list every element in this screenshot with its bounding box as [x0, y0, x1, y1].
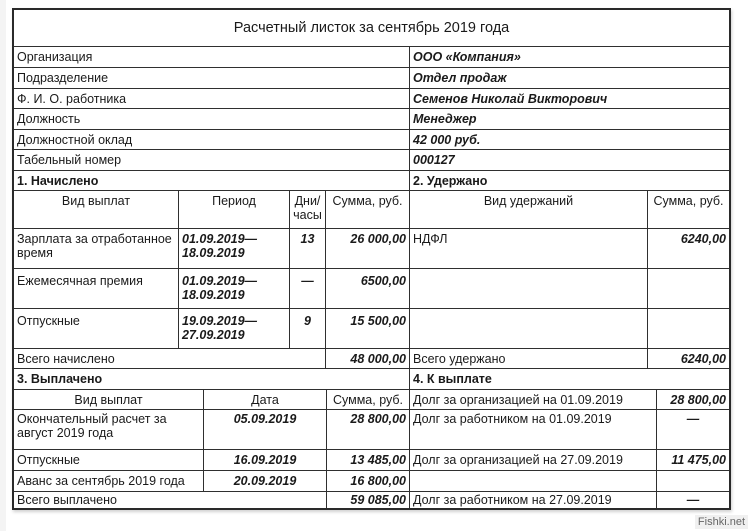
- accrued-row-type: Отпускные: [14, 309, 179, 349]
- paid-col-date: Дата: [204, 390, 327, 410]
- accrued-row-sum: 26 000,00: [326, 229, 410, 269]
- info-label-tabnum: Табельный номер: [14, 150, 410, 171]
- accrued-row-days: —: [290, 269, 326, 309]
- withheld-row-sum: 6240,00: [648, 229, 729, 269]
- withheld-empty-row: [648, 309, 729, 349]
- paid-row-date: 16.09.2019: [204, 450, 327, 471]
- watermark: Fishki.net: [695, 515, 748, 529]
- section-withheld-heading: 2. Удержано: [410, 171, 729, 191]
- accrued-row-period: 01.09.2019— 18.09.2019: [179, 269, 290, 309]
- paid-total-label: Всего выплачено: [14, 492, 327, 508]
- topay-empty-row: [410, 471, 657, 492]
- info-label-position: Должность: [14, 109, 410, 130]
- accrued-row-days: 9: [290, 309, 326, 349]
- withheld-col-sum: Сумма, руб.: [648, 191, 729, 229]
- accrued-row-type: Ежемесячная премия: [14, 269, 179, 309]
- withheld-empty-row: [410, 269, 648, 309]
- page-edge: [0, 0, 6, 531]
- topay-row-label: Долг за организацией на 27.09.2019: [410, 450, 657, 471]
- topay-row-label: Долг за организацией на 01.09.2019: [410, 390, 657, 410]
- info-value-org: ООО «Компания»: [410, 47, 729, 68]
- info-value-name: Семенов Николай Викторович: [410, 89, 729, 109]
- payslip-sheet: [12, 8, 731, 510]
- topay-row-label: Долг за работником на 27.09.2019: [410, 492, 657, 508]
- section-paid-heading: 3. Выплачено: [14, 369, 410, 390]
- accrued-total-value: 48 000,00: [326, 349, 410, 369]
- paid-col-type: Вид выплат: [14, 390, 204, 410]
- paid-row-type: Аванс за сентябрь 2019 года: [14, 471, 204, 492]
- accrued-row-sum: 6500,00: [326, 269, 410, 309]
- accrued-col-sum: Сумма, руб.: [326, 191, 410, 229]
- info-label-org: Организация: [14, 47, 410, 68]
- topay-row-label: Долг за работником на 01.09.2019: [410, 410, 657, 450]
- withheld-empty-row: [648, 269, 729, 309]
- accrued-col-days: Дни/ часы: [290, 191, 326, 229]
- withheld-row-type: НДФЛ: [410, 229, 648, 269]
- withheld-empty-row: [410, 309, 648, 349]
- info-value-dept: Отдел продаж: [410, 68, 729, 89]
- info-value-tabnum: 000127: [410, 150, 729, 171]
- info-label-name: Ф. И. О. работника: [14, 89, 410, 109]
- accrued-row-sum: 15 500,00: [326, 309, 410, 349]
- paid-row-sum: 13 485,00: [327, 450, 410, 471]
- section-accrued-heading: 1. Начислено: [14, 171, 410, 191]
- accrued-row-type: Зарплата за отработанное время: [14, 229, 179, 269]
- topay-row-value: —: [686, 493, 700, 507]
- topay-row-value: 11 475,00: [657, 450, 729, 471]
- paid-row-sum: 16 800,00: [327, 471, 410, 492]
- accrued-row-period: 19.09.2019— 27.09.2019: [179, 309, 290, 349]
- info-label-dept: Подразделение: [14, 68, 410, 89]
- paid-row-type: Отпускные: [14, 450, 204, 471]
- paid-row-date: 05.09.2019: [204, 410, 327, 450]
- withheld-total-value: 6240,00: [648, 349, 729, 369]
- topay-row-value: —: [657, 410, 729, 450]
- accrued-col-type: Вид выплат: [14, 191, 179, 229]
- accrued-col-period: Период: [179, 191, 290, 229]
- paid-row-sum: 28 800,00: [327, 410, 410, 450]
- accrued-row-days: 13: [290, 229, 326, 269]
- withheld-total-label: Всего удержано: [410, 349, 648, 369]
- accrued-row-period: 01.09.2019— 18.09.2019: [179, 229, 290, 269]
- paid-row-type: Окончательный расчет за август 2019 года: [14, 410, 204, 450]
- payslip-title: Расчетный листок за сентябрь 2019 года: [14, 10, 729, 47]
- paid-row-date: 20.09.2019: [204, 471, 327, 492]
- info-value-position: Менеджер: [410, 109, 729, 130]
- info-value-salary: 42 000 руб.: [410, 130, 729, 150]
- section-topay-heading: 4. К выплате: [410, 369, 729, 390]
- topay-empty-row: [657, 471, 729, 492]
- paid-total-value: 59 085,00: [327, 492, 410, 508]
- withheld-col-type: Вид удержаний: [410, 191, 648, 229]
- accrued-total-label: Всего начислено: [14, 349, 326, 369]
- info-label-salary: Должностной оклад: [14, 130, 410, 150]
- topay-row-value: 28 800,00: [657, 390, 729, 410]
- paid-col-sum: Сумма, руб.: [327, 390, 410, 410]
